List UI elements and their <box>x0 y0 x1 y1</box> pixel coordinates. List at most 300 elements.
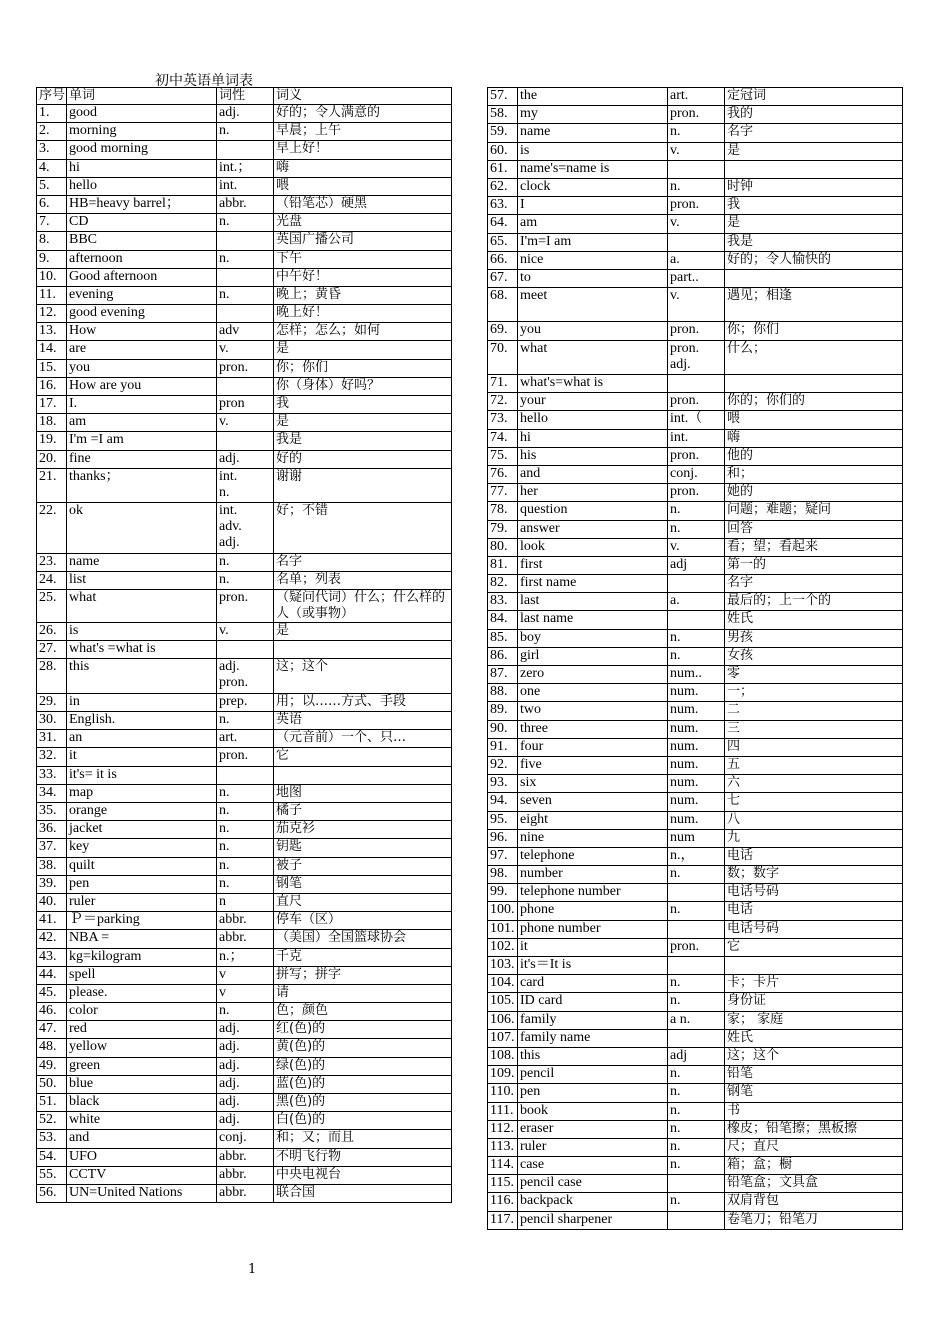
row-pos: num. <box>668 702 725 720</box>
row-number: 64. <box>488 215 518 233</box>
row-word: it <box>518 938 668 956</box>
row-meaning: 是 <box>274 623 452 641</box>
row-meaning: 电话 <box>725 902 903 920</box>
row-meaning: 我 <box>274 396 452 414</box>
row-pos: pron. <box>668 197 725 215</box>
row-meaning <box>725 957 903 975</box>
table-row <box>488 447 903 465</box>
row-word: are <box>67 341 217 359</box>
row-pos: num. <box>668 811 725 829</box>
row-word: NBA = <box>67 930 217 948</box>
table-row <box>37 966 452 984</box>
row-word: her <box>518 484 668 502</box>
row-meaning: 问题；难题；疑问 <box>725 502 903 520</box>
row-word: I. <box>67 396 217 414</box>
table-row <box>488 142 903 160</box>
table-row <box>37 341 452 359</box>
table-row <box>488 666 903 684</box>
row-meaning: 他的 <box>725 447 903 465</box>
row-number: 93. <box>488 775 518 793</box>
row-word: you <box>67 359 217 377</box>
row-word: meet <box>518 288 668 322</box>
row-pos: adj. <box>217 450 274 468</box>
row-number: 10. <box>37 268 67 286</box>
row-number: 47. <box>37 1021 67 1039</box>
row-number: 51. <box>37 1094 67 1112</box>
row-pos <box>668 1211 725 1229</box>
row-pos: abbr. <box>217 1148 274 1166</box>
row-number: 39. <box>37 875 67 893</box>
row-pos: adj. <box>217 105 274 123</box>
row-word: CCTV <box>67 1166 217 1184</box>
row-word: good evening <box>67 305 217 323</box>
row-number: 81. <box>488 556 518 574</box>
row-number: 90. <box>488 720 518 738</box>
row-pos: a. <box>668 593 725 611</box>
row-word: you <box>518 322 668 340</box>
table-row <box>37 286 452 304</box>
row-word: it's＝It is <box>518 957 668 975</box>
row-word: six <box>518 775 668 793</box>
row-pos: v. <box>668 288 725 322</box>
row-meaning: 六 <box>725 775 903 793</box>
row-pos: int.（ <box>668 411 725 429</box>
row-pos: n. <box>668 1066 725 1084</box>
table-row <box>37 857 452 875</box>
row-meaning: 晚上好！ <box>274 305 452 323</box>
row-word: eraser <box>518 1120 668 1138</box>
row-word: first name <box>518 575 668 593</box>
row-number: 21. <box>37 468 67 502</box>
row-number: 40. <box>37 893 67 911</box>
row-pos: n. <box>217 553 274 571</box>
table-row <box>488 288 903 322</box>
row-word: last <box>518 593 668 611</box>
row-word: nice <box>518 251 668 269</box>
table-row <box>488 160 903 178</box>
row-number: 49. <box>37 1057 67 1075</box>
row-number: 117. <box>488 1211 518 1229</box>
row-meaning: 铅笔 <box>725 1066 903 1084</box>
row-meaning: 它 <box>274 748 452 766</box>
row-pos: v <box>217 966 274 984</box>
row-word: three <box>518 720 668 738</box>
row-number: 75. <box>488 447 518 465</box>
row-meaning: 这；这个 <box>274 659 452 693</box>
table-row <box>37 693 452 711</box>
row-meaning: 双肩背包 <box>725 1193 903 1211</box>
row-number: 67. <box>488 269 518 287</box>
row-meaning: 喂 <box>274 177 452 195</box>
table-row <box>488 538 903 556</box>
row-word: English. <box>67 712 217 730</box>
row-pos: n. <box>668 1120 725 1138</box>
row-meaning: 数；数字 <box>725 866 903 884</box>
table-row <box>37 414 452 432</box>
row-meaning: 电话 <box>725 847 903 865</box>
row-word: what <box>518 340 668 374</box>
row-pos <box>668 1175 725 1193</box>
row-word: five <box>518 756 668 774</box>
row-word: ID card <box>518 993 668 1011</box>
table-row <box>488 993 903 1011</box>
row-number: 11. <box>37 286 67 304</box>
row-pos: pron. adj. <box>668 340 725 374</box>
row-number: 19. <box>37 432 67 450</box>
table-row <box>488 975 903 993</box>
row-number: 17. <box>37 396 67 414</box>
table-row <box>488 375 903 393</box>
row-number: 110. <box>488 1084 518 1102</box>
row-number: 80. <box>488 538 518 556</box>
table-row <box>488 322 903 340</box>
row-number: 61. <box>488 160 518 178</box>
row-meaning: 好的；令人愉快的 <box>725 251 903 269</box>
table-row <box>488 1066 903 1084</box>
row-number: 101. <box>488 920 518 938</box>
row-word: it <box>67 748 217 766</box>
row-pos: n. <box>217 875 274 893</box>
row-meaning: 白(色)的 <box>274 1112 452 1130</box>
row-number: 97. <box>488 847 518 865</box>
row-number: 6. <box>37 195 67 213</box>
page-title: 初中英语单词表 <box>155 73 253 89</box>
row-pos: v. <box>668 142 725 160</box>
row-meaning: 箱；盒；橱 <box>725 1157 903 1175</box>
row-word: zero <box>518 666 668 684</box>
row-word: I'm =I am <box>67 432 217 450</box>
row-word: morning <box>67 123 217 141</box>
row-number: 113. <box>488 1138 518 1156</box>
table-row <box>37 323 452 341</box>
table-row <box>37 450 452 468</box>
row-number: 112. <box>488 1120 518 1138</box>
row-pos <box>668 884 725 902</box>
row-pos <box>217 377 274 395</box>
row-word: what's=what is <box>518 375 668 393</box>
row-number: 58. <box>488 106 518 124</box>
row-number: 9. <box>37 250 67 268</box>
row-number: 84. <box>488 611 518 629</box>
row-meaning: 遇见；相逢 <box>725 288 903 322</box>
table-row <box>37 177 452 195</box>
table-row <box>488 793 903 811</box>
row-meaning: 回答 <box>725 520 903 538</box>
row-pos: part.. <box>668 269 725 287</box>
row-pos: v. <box>668 538 725 556</box>
row-meaning: 八 <box>725 811 903 829</box>
row-number: 74. <box>488 429 518 447</box>
row-pos: int.； <box>217 159 274 177</box>
row-word: name's=name is <box>518 160 668 178</box>
table-row <box>488 465 903 483</box>
table-row <box>488 847 903 865</box>
row-word: clock <box>518 178 668 196</box>
row-pos: num <box>668 829 725 847</box>
row-pos: prep. <box>217 693 274 711</box>
row-pos: a n. <box>668 1011 725 1029</box>
row-pos <box>668 160 725 178</box>
table-row <box>37 930 452 948</box>
row-word: boy <box>518 629 668 647</box>
table-row <box>37 659 452 693</box>
table-row <box>37 766 452 784</box>
row-word: am <box>518 215 668 233</box>
row-pos: n <box>217 893 274 911</box>
row-pos <box>668 233 725 251</box>
row-meaning: 钢笔 <box>725 1084 903 1102</box>
table-row <box>37 1039 452 1057</box>
row-word: two <box>518 702 668 720</box>
table-row <box>488 720 903 738</box>
table-row <box>37 1094 452 1112</box>
table-row <box>488 340 903 374</box>
row-meaning: 你；你们 <box>725 322 903 340</box>
row-meaning <box>725 160 903 178</box>
table-row <box>488 269 903 287</box>
table-row <box>488 1211 903 1229</box>
row-number: 104. <box>488 975 518 993</box>
row-pos: n. <box>217 571 274 589</box>
row-meaning: 绿(色)的 <box>274 1057 452 1075</box>
table-row <box>37 503 452 554</box>
row-pos: n. <box>217 784 274 802</box>
row-meaning: 时钟 <box>725 178 903 196</box>
row-number: 103. <box>488 957 518 975</box>
row-word: backpack <box>518 1193 668 1211</box>
row-number: 24. <box>37 571 67 589</box>
row-number: 5. <box>37 177 67 195</box>
row-meaning: 书 <box>725 1102 903 1120</box>
table-row <box>488 1011 903 1029</box>
row-word: his <box>518 447 668 465</box>
table-row <box>488 738 903 756</box>
row-meaning: 联合国 <box>274 1184 452 1202</box>
row-meaning: 蓝(色)的 <box>274 1075 452 1093</box>
row-pos <box>668 575 725 593</box>
row-word: answer <box>518 520 668 538</box>
row-pos <box>217 432 274 450</box>
row-meaning: 尺；直尺 <box>725 1138 903 1156</box>
row-number: 83. <box>488 593 518 611</box>
row-number: 105. <box>488 993 518 1011</box>
row-number: 108. <box>488 1047 518 1065</box>
table-row <box>488 393 903 411</box>
row-meaning: 名字 <box>725 124 903 142</box>
row-word: thanks； <box>67 468 217 502</box>
row-word: HB=heavy barrel； <box>67 195 217 213</box>
row-meaning: （元音前）一个、只… <box>274 730 452 748</box>
table-row <box>488 702 903 720</box>
row-word: fine <box>67 450 217 468</box>
table-row <box>488 756 903 774</box>
row-number: 53. <box>37 1130 67 1148</box>
row-pos: pron. <box>217 590 274 623</box>
row-word: four <box>518 738 668 756</box>
row-meaning: 它 <box>725 938 903 956</box>
row-meaning: 是 <box>725 142 903 160</box>
row-pos: n. <box>217 712 274 730</box>
row-pos <box>668 920 725 938</box>
table-row <box>488 251 903 269</box>
table-row <box>488 197 903 215</box>
row-number: 70. <box>488 340 518 374</box>
row-meaning: 和； <box>725 465 903 483</box>
row-word: map <box>67 784 217 802</box>
row-meaning: 什么； <box>725 340 903 374</box>
row-number: 116. <box>488 1193 518 1211</box>
table-row <box>37 641 452 659</box>
row-pos: n. <box>668 975 725 993</box>
row-pos: n. <box>217 250 274 268</box>
row-word: what's =what is <box>67 641 217 659</box>
row-pos: abbr. <box>217 1184 274 1202</box>
row-meaning <box>274 641 452 659</box>
row-word: name <box>67 553 217 571</box>
row-word: and <box>518 465 668 483</box>
row-pos: int. n. <box>217 468 274 502</box>
row-pos: n. <box>668 647 725 665</box>
row-pos: n. <box>217 857 274 875</box>
row-number: 2. <box>37 123 67 141</box>
row-pos: num. <box>668 738 725 756</box>
row-word: white <box>67 1112 217 1130</box>
row-pos <box>668 375 725 393</box>
table-row <box>37 875 452 893</box>
row-word: is <box>518 142 668 160</box>
row-word: green <box>67 1057 217 1075</box>
row-number: 73. <box>488 411 518 429</box>
row-pos: abbr. <box>217 195 274 213</box>
row-meaning: 拼写；拼字 <box>274 966 452 984</box>
table-row <box>488 593 903 611</box>
row-meaning: 钥匙 <box>274 839 452 857</box>
row-number: 88. <box>488 684 518 702</box>
row-pos: n. <box>668 1102 725 1120</box>
row-word: your <box>518 393 668 411</box>
row-meaning: 怎样；怎么；如何 <box>274 323 452 341</box>
row-pos: n. <box>217 1003 274 1021</box>
row-word: red <box>67 1021 217 1039</box>
row-meaning: 女孩 <box>725 647 903 665</box>
row-number: 62. <box>488 178 518 196</box>
row-number: 50. <box>37 1075 67 1093</box>
row-number: 63. <box>488 197 518 215</box>
table-row <box>488 215 903 233</box>
row-pos: n. <box>217 839 274 857</box>
row-word: pencil case <box>518 1175 668 1193</box>
row-word: last name <box>518 611 668 629</box>
row-number: 26. <box>37 623 67 641</box>
row-number: 29. <box>37 693 67 711</box>
table-row <box>488 575 903 593</box>
table-row <box>488 1047 903 1065</box>
row-meaning: 九 <box>725 829 903 847</box>
row-number: 86. <box>488 647 518 665</box>
row-pos: num. <box>668 756 725 774</box>
table-row <box>488 556 903 574</box>
table-row <box>37 305 452 323</box>
row-number: 55. <box>37 1166 67 1184</box>
row-pos: num. <box>668 775 725 793</box>
table-row <box>488 1084 903 1102</box>
row-number: 107. <box>488 1029 518 1047</box>
row-pos: n. <box>668 902 725 920</box>
row-meaning: 被子 <box>274 857 452 875</box>
table-row <box>488 957 903 975</box>
row-meaning: 看；望；看起来 <box>725 538 903 556</box>
row-meaning: 谢谢 <box>274 468 452 502</box>
table-row <box>488 1157 903 1175</box>
table-row <box>37 141 452 159</box>
row-pos <box>217 641 274 659</box>
row-meaning: 你；你们 <box>274 359 452 377</box>
row-word: I <box>518 197 668 215</box>
row-pos: n. <box>668 124 725 142</box>
table-row <box>37 468 452 502</box>
row-number: 96. <box>488 829 518 847</box>
row-meaning: 和；又；而且 <box>274 1130 452 1148</box>
row-word: ok <box>67 503 217 554</box>
table-row <box>37 1021 452 1039</box>
row-word: hello <box>67 177 217 195</box>
row-number: 38. <box>37 857 67 875</box>
row-number: 31. <box>37 730 67 748</box>
table-row <box>488 611 903 629</box>
table-row <box>37 803 452 821</box>
row-pos: v. <box>217 341 274 359</box>
row-meaning: 是 <box>274 414 452 432</box>
row-number: 36. <box>37 821 67 839</box>
row-meaning: 名单；列表 <box>274 571 452 589</box>
row-pos: abbr. <box>217 930 274 948</box>
row-pos <box>668 1029 725 1047</box>
row-word: name <box>518 124 668 142</box>
table-row <box>488 884 903 902</box>
row-number: 8. <box>37 232 67 250</box>
table-row <box>37 123 452 141</box>
row-pos: abbr. <box>217 1166 274 1184</box>
header-word: 单词 <box>67 88 217 105</box>
row-meaning: 二 <box>725 702 903 720</box>
row-meaning: 千克 <box>274 948 452 966</box>
row-pos: n.， <box>668 847 725 865</box>
row-word: pen <box>518 1084 668 1102</box>
row-number: 66. <box>488 251 518 269</box>
table-row <box>37 623 452 641</box>
row-number: 72. <box>488 393 518 411</box>
row-meaning <box>725 375 903 393</box>
row-pos: pron. <box>668 484 725 502</box>
row-meaning: 好；不错 <box>274 503 452 554</box>
row-meaning: 好的；令人满意的 <box>274 105 452 123</box>
table-row <box>488 124 903 142</box>
table-row <box>488 866 903 884</box>
row-meaning <box>725 269 903 287</box>
row-meaning: 橘子 <box>274 803 452 821</box>
table-row <box>488 775 903 793</box>
row-meaning: 这；这个 <box>725 1047 903 1065</box>
table-row <box>488 1175 903 1193</box>
row-meaning: 电话号码 <box>725 884 903 902</box>
row-number: 95. <box>488 811 518 829</box>
row-meaning: 定冠词 <box>725 88 903 106</box>
table-row <box>37 893 452 911</box>
row-word: phone <box>518 902 668 920</box>
row-pos: v. <box>217 623 274 641</box>
row-word: UFO <box>67 1148 217 1166</box>
table-row <box>488 1102 903 1120</box>
